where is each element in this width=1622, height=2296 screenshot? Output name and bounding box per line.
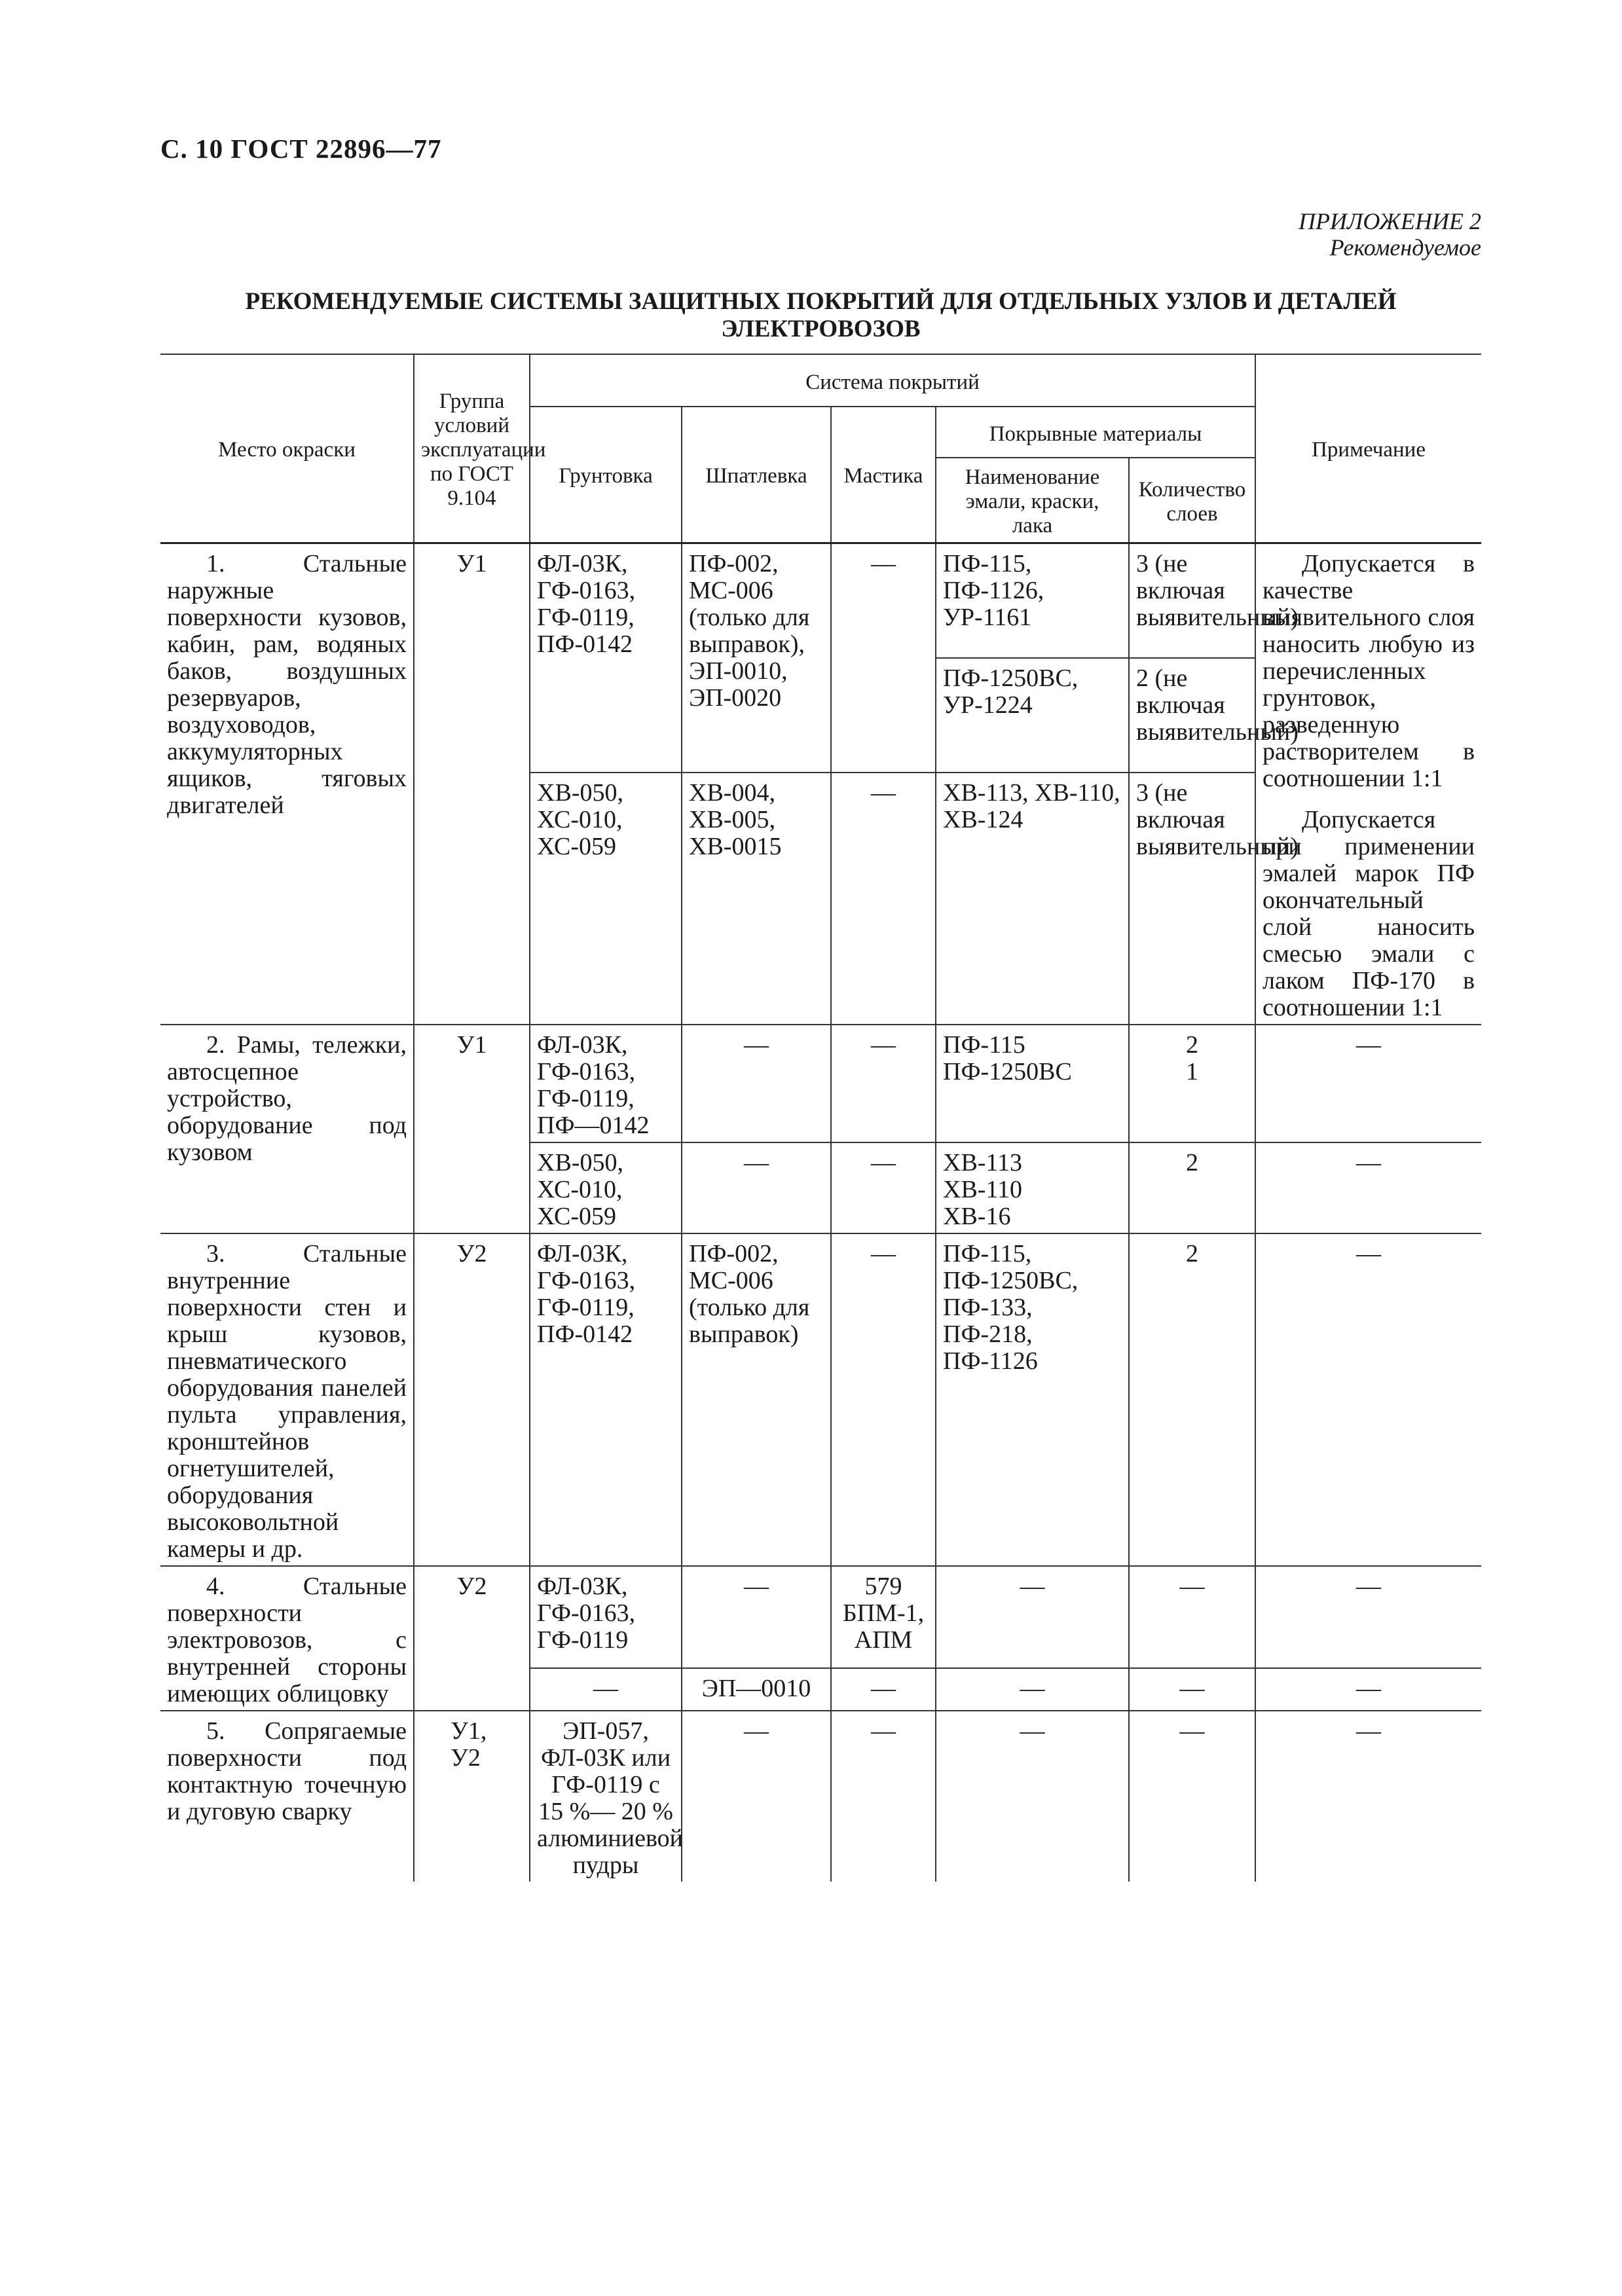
- row3-group: У2: [414, 1233, 530, 1566]
- row4-b-primer: —: [530, 1668, 682, 1710]
- row4-b-cover-name: —: [936, 1668, 1129, 1710]
- row4-b-note: —: [1255, 1668, 1481, 1710]
- row1-note-2: Допускается при применении эмалей марок ПФ окончательный слой наносить смесью эмали с лаком ПФ-170 в соотношении 1:1: [1263, 805, 1475, 1021]
- row4-group: У2: [414, 1566, 530, 1711]
- row3-place: 3. Стальные внутренние поверхности стен и крыш кузовов, пневматического оборудования панелей пульта управления, кронштейнов огнетушителей, оборудования высоковольтной камеры и др.: [160, 1233, 414, 1566]
- row1-a-putty: ПФ-002, МС-006 (только для выправок), ЭП-0010, ЭП-0020: [682, 543, 831, 773]
- row4-place: 4. Стальные поверхности электровозов, с внутренней стороны имеющих облицовку: [160, 1566, 414, 1711]
- col-header-note: Примечание: [1255, 354, 1481, 543]
- row2-a-cover-name: ПФ-115 ПФ-1250ВС: [936, 1025, 1129, 1142]
- row1-a1-cover-layers: 3 (не включая выявительный): [1129, 543, 1255, 658]
- row1-a2-cover-name: ПФ-1250ВС, УР-1224: [936, 658, 1129, 773]
- row4-a-putty: —: [682, 1566, 831, 1669]
- row2-a-cover-layers: 2 1: [1129, 1025, 1255, 1142]
- row3-note: —: [1255, 1233, 1481, 1566]
- row4-a-cover-name: —: [936, 1566, 1129, 1669]
- row1-note: [1255, 543, 1481, 1025]
- appendix-number: ПРИЛОЖЕНИЕ 2: [1299, 208, 1481, 234]
- row1-b-primer: ХВ-050, ХС-010, ХС-059: [530, 773, 682, 1025]
- row5-cover-layers: —: [1129, 1711, 1255, 1882]
- col-header-primer: Грунтовка: [530, 407, 682, 543]
- row5-group: У1, У2: [414, 1711, 530, 1882]
- page-header: С. 10 ГОСТ 22896—77: [160, 134, 442, 164]
- col-header-cover-layers: Количество слоев: [1129, 458, 1255, 543]
- row4-a-primer: ФЛ-03К, ГФ-0163, ГФ-0119: [530, 1566, 682, 1669]
- row4-a-mastic: 579 БПМ-1, АПМ: [831, 1566, 936, 1669]
- row1-a1-cover-name: ПФ-115, ПФ-1126, УР-1161: [936, 543, 1129, 658]
- row3-cover-name: ПФ-115, ПФ-1250ВС, ПФ-133, ПФ-218, ПФ-1126: [936, 1233, 1129, 1566]
- row2-group: У1: [414, 1025, 530, 1233]
- row2-b-cover-layers: 2: [1129, 1142, 1255, 1233]
- col-header-putty: Шпатлевка: [682, 407, 831, 543]
- row3-putty: ПФ-002, МС-006 (только для выправок): [682, 1233, 831, 1566]
- col-header-place: Место окраски: [160, 354, 414, 543]
- row1-b-cover-name: ХВ-113, ХВ-110, ХВ-124: [936, 773, 1129, 1025]
- row5-putty: —: [682, 1711, 831, 1882]
- row2-b-mastic: —: [831, 1142, 936, 1233]
- row1-a-primer: ФЛ-03К, ГФ-0163, ГФ-0119, ПФ-0142: [530, 543, 682, 773]
- row2-b-note: —: [1255, 1142, 1481, 1233]
- row4-a-cover-layers: —: [1129, 1566, 1255, 1669]
- row2-b-cover-name: ХВ-113 ХВ-110 ХВ-16: [936, 1142, 1129, 1233]
- row2-a-mastic: —: [831, 1025, 936, 1142]
- row1-note-1: Допускается в качестве выявительного слоя наносить любую из перечисленных грунтовок, разведенную растворителем в соотношении 1:1: [1263, 549, 1475, 792]
- row1-group: У1: [414, 543, 530, 1025]
- row4-b-putty: ЭП—0010: [682, 1668, 831, 1710]
- row5-mastic: —: [831, 1711, 936, 1882]
- col-header-cover: Покрывные материалы: [936, 407, 1255, 458]
- col-header-mastic: Мастика: [831, 407, 936, 543]
- row1-b-putty: ХВ-004, ХВ-005, ХВ-0015: [682, 773, 831, 1025]
- col-header-group: Группа условий эксплуатации по ГОСТ 9.104: [414, 354, 530, 543]
- appendix-status: Рекомендуемое: [1329, 234, 1481, 261]
- row5-cover-name: —: [936, 1711, 1129, 1882]
- row1-a2-cover-layers: 2 (не включая выявительный): [1129, 658, 1255, 773]
- row2-a-note: —: [1255, 1025, 1481, 1142]
- row1-a-mastic: —: [831, 543, 936, 773]
- row2-b-putty: —: [682, 1142, 831, 1233]
- row2-b-primer: ХВ-050, ХС-010, ХС-059: [530, 1142, 682, 1233]
- row5-place: 5. Сопрягаемые поверхности под контактную точечную и дуговую сварку: [160, 1711, 414, 1882]
- row4-b-mastic: —: [831, 1668, 936, 1710]
- document-title: РЕКОМЕНДУЕМЫЕ СИСТЕМЫ ЗАЩИТНЫХ ПОКРЫТИЙ ДЛЯ ОТДЕЛЬНЫХ УЗЛОВ И ДЕТАЛЕЙ ЭЛЕКТРОВОЗОВ: [245, 288, 1397, 342]
- row4-a-note: —: [1255, 1566, 1481, 1669]
- row3-mastic: —: [831, 1233, 936, 1566]
- col-header-system: Система покрытий: [530, 354, 1255, 407]
- row2-a-putty: —: [682, 1025, 831, 1142]
- row5-primer: ЭП-057, ФЛ-03К или ГФ-0119 с 15 %— 20 % алюминиевой пудры: [530, 1711, 682, 1882]
- row2-a-primer: ФЛ-03К, ГФ-0163, ГФ-0119, ПФ—0142: [530, 1025, 682, 1142]
- row1-place: 1. Стальные наружные поверхности кузовов, кабин, рам, водяных баков, воздушных резервуаров, воздуховодов, аккумуляторных ящиков, тяговых двигателей: [160, 543, 414, 1025]
- row3-cover-layers: 2: [1129, 1233, 1255, 1566]
- row4-b-cover-layers: —: [1129, 1668, 1255, 1710]
- row3-primer: ФЛ-03К, ГФ-0163, ГФ-0119, ПФ-0142: [530, 1233, 682, 1566]
- col-header-cover-name: Наименование эмали, краски, лака: [936, 458, 1129, 543]
- row1-b-cover-layers: 3 (не включая выявительный): [1129, 773, 1255, 1025]
- row5-note: —: [1255, 1711, 1481, 1882]
- appendix-label: [1299, 208, 1481, 261]
- row2-place: 2. Рамы, тележки, автосцепное устройство, оборудование под кузовом: [160, 1025, 414, 1233]
- coating-systems-table: [160, 354, 1481, 1882]
- row1-b-mastic: —: [831, 773, 936, 1025]
